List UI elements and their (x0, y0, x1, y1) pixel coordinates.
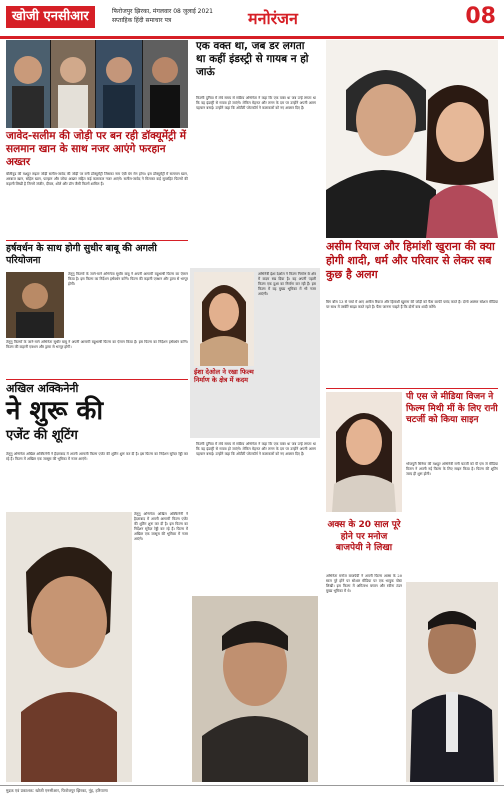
industry-body-text-2: फिल्मी दुनिया में लंबे समय से सक्रिय अभिनेता ने कहा कि एक वक्त था जब उन्हें लगता था कि वह इंडस्ट्री से गायब हो जाएंगे। लेकिन मेहनत और लगन के दम पर उन्होंने अपनी अलग पहचान बनाई। उन्होंने कहा कि ओटीटी प्लेटफॉर्म ने कलाकारों को नए अवसर दिए हैं। (196, 442, 316, 457)
salim-javed-collage-photo (6, 40, 188, 128)
akhil-headline-big: ने शुरू की (6, 396, 104, 426)
esha-headline: ईशा देओल ने रखा फिल्म निर्माण के क्षेत्र में कदम (194, 368, 254, 384)
akhil-body-text: तेलुगू अभिनेता अखिल अक्किनेनी ने हैदराबाद में अपनी आगामी फिल्म एजेंट की शूटिंग शुरू कर दी है। इस फिल्म का निर्देशन सुरेंदर रेड्डी कर रहे हैं। फिल्म में अखिल एक जासूस की भूमिका में नजर आएंगे। (6, 452, 188, 462)
salim-body-text: बॉलीवुड की मशहूर राइटर जोड़ी सलीम-जावेद की जोड़ी पर बनी डॉक्यूमेंट्री जिसका नाम एंग्री यंग मेन होगा। इस डॉक्यूमेंट्री में सलमान खान, अरबाज खान, सोहेल खान, फरहान और जोया अख्तर सहित कई कलाकार नजर आएंगे। सलीम-जावेद ने मिलकर कई सुपरहिट फिल्मों की कहानी लिखी है जिनमें जंजीर, दीवार, शोले और डॉन जैसी फिल्में शामिल हैं। (6, 172, 188, 187)
dateline-sub: सप्ताहिक हिंदी समाचार पत्र (112, 17, 172, 24)
footer-imprint: मुद्रक एवं प्रकाशक: खोजी एनसीआर, फिरोजपुर झिरका, नूंह, हरियाणा (0, 785, 504, 800)
dateline-date: फिरोजपुर झिरका, मंगलवार 08 जुलाई 2021 (112, 8, 213, 15)
newspaper-logo: खोजी एनसीआर (6, 6, 95, 28)
akhil-body-cont (134, 512, 188, 782)
harshvardhan-body-text: तेलुगू फिल्मों के जाने-माने अभिनेता सुधीर बाबू ने अपनी आगामी बहुभाषी फिल्म का ऐलान किया है। इस फिल्म का निर्देशन हर्षवर्धन करेंगे। फिल्म की कहानी एक्शन और ड्रामा से भरपूर होगी। (68, 272, 188, 287)
harshvardhan-body (68, 272, 188, 338)
actor-photo-bottom (192, 596, 318, 782)
harshvardhan-body-cont (6, 340, 188, 376)
salim-body (6, 172, 188, 238)
masthead (0, 0, 504, 39)
section-title: मनोरंजन (248, 9, 298, 28)
esha-deol-photo (194, 272, 254, 366)
manoj-body-text: अभिनेता मनोज बाजपेयी ने अपनी फिल्म अक्स के 20 साल पूरे होने पर सोशल मीडिया पर एक भावुक पोस्ट लिखी। इस फिल्म में अमिताभ बच्चन और रवीना टंडन मुख्य भूमिका में थे। (326, 574, 402, 594)
akhil-body (6, 452, 188, 508)
akhil-akkineni-photo (6, 512, 132, 782)
pr-headline: पी एस जे मीडिया विजन ने फिल्म मिथी मीं के लिए रानी चटर्जी को किया साइन (406, 392, 498, 425)
salim-headline: जावेद-सलीम की जोड़ी पर बन रही डॉक्यूमेंट्री में सलमान खान के साथ नजर आएंगे फरहान अख्तर (6, 130, 187, 168)
harshvardhan-headline: हर्षवर्धन के साथ होगी सुधीर बाबू की अगली परियोजना (6, 243, 157, 266)
asim-himanshi-photo (326, 40, 498, 238)
manoj-body (326, 574, 402, 782)
esha-body-text: अभिनेत्री ईशा देओल ने फिल्म निर्माण के क्षेत्र में कदम रख दिया है। वह अपनी पहली फिल्म एक दुआ का निर्माण कर रही हैं। इस फिल्म में वह मुख्य भूमिका में भी नजर आएंगी। (258, 272, 316, 297)
manoj-headline: अक्स के 20 साल पूरे होने पर मनोज बाजपेयी ने लिखा (327, 520, 401, 553)
industry-body-text: फिल्मी दुनिया में लंबे समय से सक्रिय अभिनेता ने कहा कि एक वक्त था जब उन्हें लगता था कि वह इंडस्ट्री से गायब हो जाएंगे। लेकिन मेहनत और लगन के दम पर उन्होंने अपनी अलग पहचान बनाई। उन्होंने कहा कि ओटीटी प्लेटफॉर्म ने कलाकारों को नए अवसर दिए हैं। (196, 96, 316, 111)
esha-body (258, 272, 316, 434)
industry-body (196, 96, 316, 266)
asim-body (326, 300, 498, 386)
akhil-body-text-2: तेलुगू अभिनेता अखिल अक्किनेनी ने हैदराबाद में अपनी आगामी फिल्म एजेंट की शूटिंग शुरू कर दी है। इस फिल्म का निर्देशन सुरेंदर रेड्डी कर रहे हैं। फिल्म में अखिल एक जासूस की भूमिका में नजर आएंगे। (134, 512, 188, 542)
page-number: 08 (465, 4, 496, 29)
akhil-headline-top: अखिल अक्किनेनी (6, 382, 79, 395)
sudheer-babu-photo (6, 272, 64, 338)
industry-headline: एक वक्त था, जब डर लगता था कहीं इंडस्ट्री से गायब न हो जाऊं (196, 40, 309, 78)
industry-body-cont (196, 442, 316, 592)
divider (6, 240, 188, 241)
pr-body (406, 462, 498, 578)
manoj-bajpayee-photo (406, 582, 498, 782)
akhil-headline-bottom: एजेंट की शूटिंग (6, 428, 78, 443)
divider (326, 388, 498, 389)
pr-body-text: भोजपुरी सिनेमा की मशहूर अभिनेत्री रानी चटर्जी को पी एस जे मीडिया विजन ने अपनी नई फिल्म के लिए साइन किया है। फिल्म की शूटिंग जल्द ही शुरू होगी। (406, 462, 498, 477)
asim-body-text: बिग बॉस 13 से चर्चा में आए असीम रियाज और हिमांशी खुराना की जोड़ी को फैंस काफी पसंद करते हैं। दोनों अक्सर सोशल मीडिया पर साथ में तस्वीरें साझा करते रहते हैं। फैंस जानना चाहते हैं कि दोनों कब शादी करेंगे। (326, 300, 498, 310)
harshvardhan-body-text-2: तेलुगू फिल्मों के जाने-माने अभिनेता सुधीर बाबू ने अपनी आगामी बहुभाषी फिल्म का ऐलान किया है। इस फिल्म का निर्देशन हर्षवर्धन करेंगे। फिल्म की कहानी एक्शन और ड्रामा से भरपूर होगी। (6, 340, 188, 350)
dateline (112, 7, 252, 25)
divider (6, 379, 188, 380)
rani-chatterjee-photo (326, 392, 402, 512)
asim-headline: असीम रियाज और हिमांशी खुराना की क्या होगी शादी, धर्म और परिवार से लेकर सब कुछ है अलग (326, 240, 495, 281)
